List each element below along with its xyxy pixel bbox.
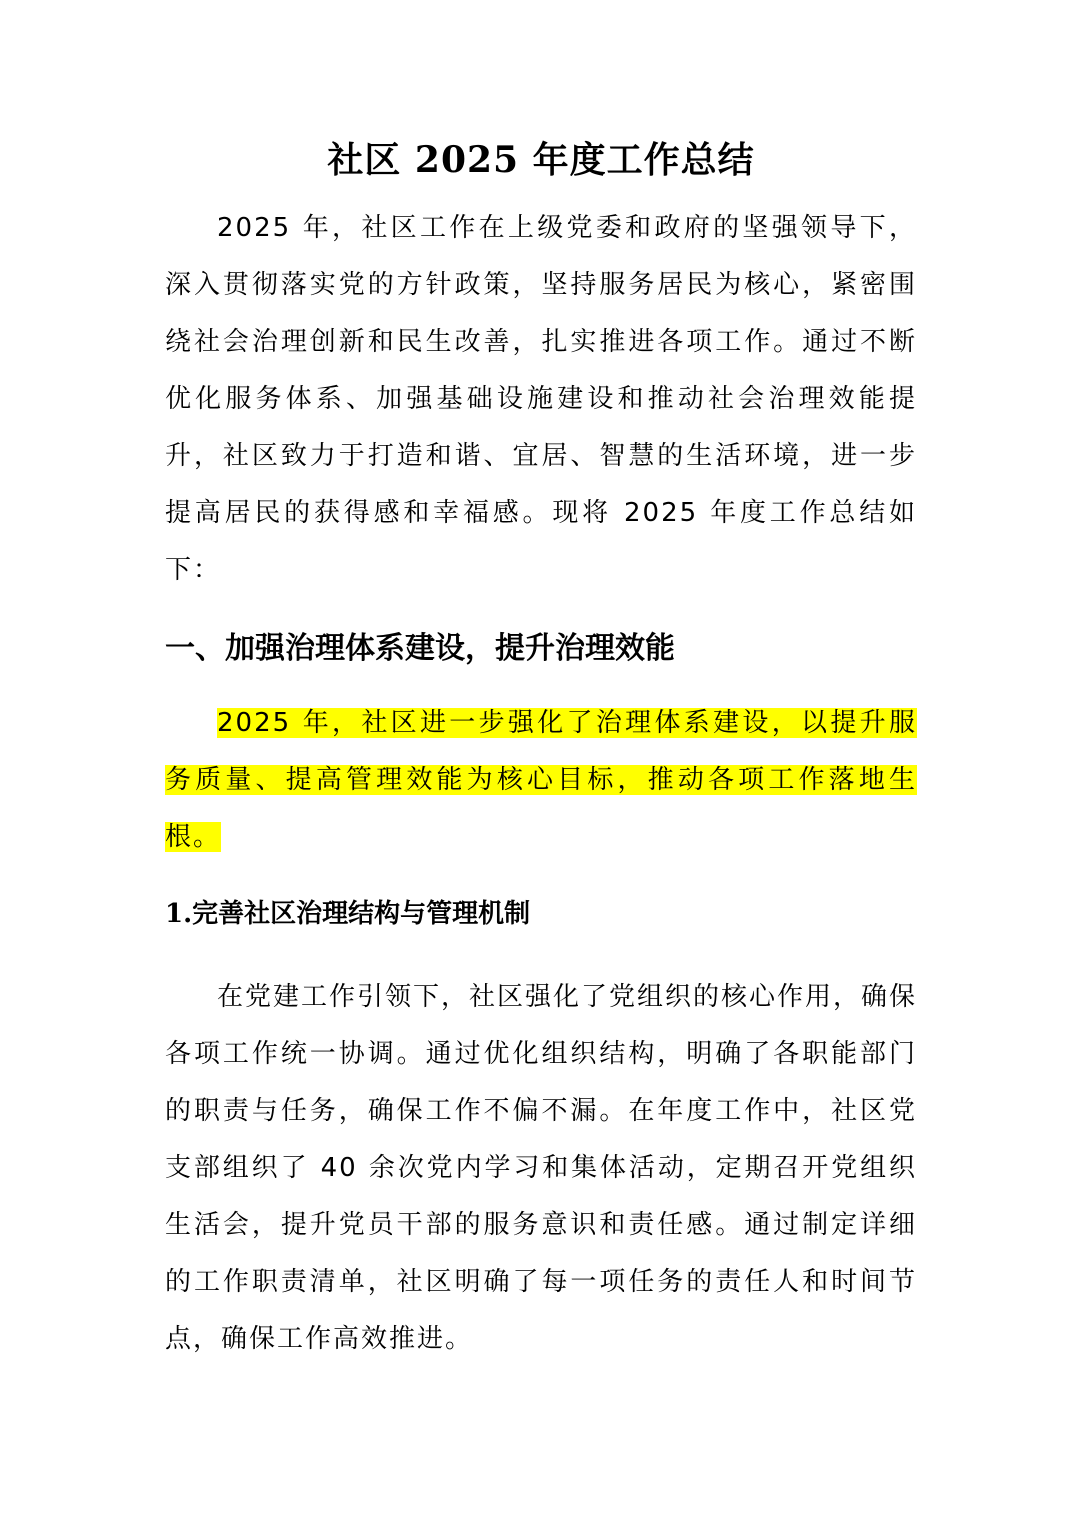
subsection-1-heading: 1.完善社区治理结构与管理机制	[165, 899, 531, 929]
intro-paragraph: 2025 年，社区工作在上级党委和政府的坚强领导下，深入贯彻落实党的方针政策，坚持服务居民为核心，紧密围绕社会治理创新和民生改善，扎实推进各项工作。通过不断优化服务体系、加强基础设施建设和推动社会治理效能提升，社区致力于打造和谐、宜居、智慧的生活环境，进一步提高居民的获得感和幸福感。现将 2025 年度工作总结如下：	[165, 213, 917, 585]
section-1-highlighted-paragraph-block	[165, 695, 917, 866]
subsection-1-paragraph: 在党建工作引领下，社区强化了党组织的核心作用，确保各项工作统一协调。通过优化组织结构，明确了各职能部门的职责与任务，确保工作不偏不漏。在年度工作中，社区党支部组织了 40 余次党内学习和集体活动，定期召开党组织生活会，提升党员干部的服务意识和责任感。通过制定详细的工作职责清单，社区明确了每一项任务的责任人和时间节点，确保工作高效推进。	[165, 982, 918, 1354]
document-title: 社区 2025 年度工作总结	[327, 139, 755, 181]
highlighted-text: 2025 年，社区进一步强化了治理体系建设，以提升服务质量、提高管理效能为核心目标，推动各项工作落地生根。	[165, 708, 917, 852]
section-1-heading: 一、加强治理体系建设，提升治理效能	[165, 631, 675, 666]
document-body	[165, 130, 917, 1368]
